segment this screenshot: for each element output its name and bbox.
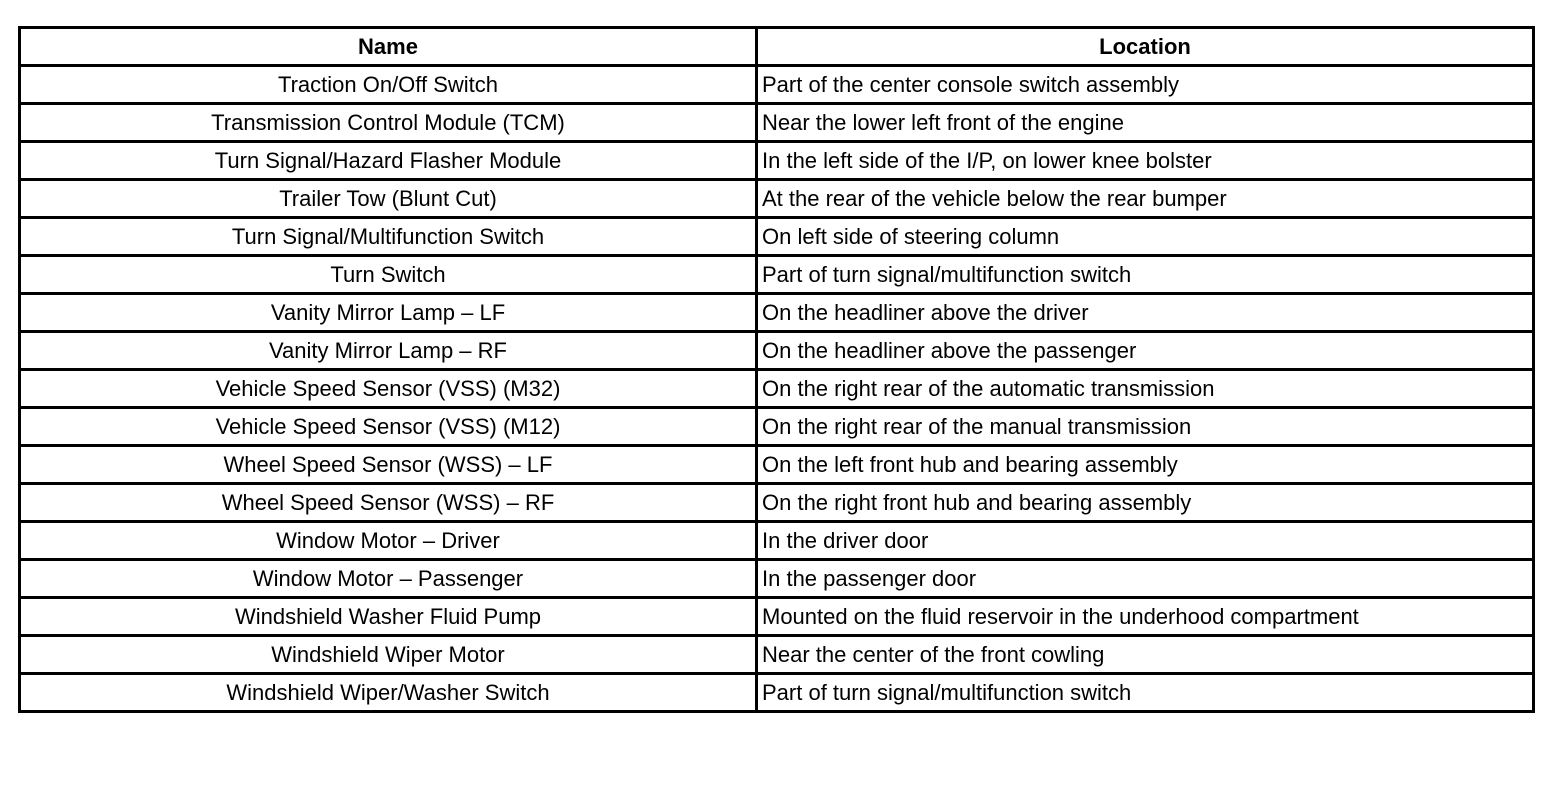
component-location-cell: On the right front hub and bearing assembly [757, 484, 1534, 522]
table-row [20, 484, 1534, 522]
component-location-cell: Part of the center console switch assembly [757, 66, 1534, 104]
component-name-cell: Vanity Mirror Lamp – LF [20, 294, 757, 332]
component-location-cell: At the rear of the vehicle below the rear bumper [757, 180, 1534, 218]
component-name-cell: Vanity Mirror Lamp – RF [20, 332, 757, 370]
component-location-cell: On left side of steering column [757, 218, 1534, 256]
component-name-cell: Windshield Wiper Motor [20, 636, 757, 674]
table-row [20, 104, 1534, 142]
table-row [20, 332, 1534, 370]
table-row [20, 66, 1534, 104]
table-row [20, 142, 1534, 180]
component-location-cell: In the left side of the I/P, on lower knee bolster [757, 142, 1534, 180]
table-row [20, 674, 1534, 712]
component-name-cell: Vehicle Speed Sensor (VSS) (M32) [20, 370, 757, 408]
component-location-cell: On the right rear of the automatic transmission [757, 370, 1534, 408]
component-location-cell: In the passenger door [757, 560, 1534, 598]
component-name-cell: Turn Signal/Hazard Flasher Module [20, 142, 757, 180]
table-row [20, 370, 1534, 408]
column-header-name: Name [20, 28, 757, 66]
component-name-cell: Window Motor – Driver [20, 522, 757, 560]
component-name-cell: Transmission Control Module (TCM) [20, 104, 757, 142]
component-name-cell: Wheel Speed Sensor (WSS) – LF [20, 446, 757, 484]
column-header-location: Location [757, 28, 1534, 66]
table-row [20, 256, 1534, 294]
header-row [20, 28, 1534, 66]
table-row [20, 218, 1534, 256]
component-location-cell: Part of turn signal/multifunction switch [757, 674, 1534, 712]
component-name-cell: Turn Signal/Multifunction Switch [20, 218, 757, 256]
table-row [20, 408, 1534, 446]
component-location-cell: On the headliner above the passenger [757, 332, 1534, 370]
component-location-cell: In the driver door [757, 522, 1534, 560]
component-name-cell: Windshield Wiper/Washer Switch [20, 674, 757, 712]
component-location-table [18, 26, 1535, 713]
component-location-cell: On the right rear of the manual transmission [757, 408, 1534, 446]
component-location-cell: Near the lower left front of the engine [757, 104, 1534, 142]
component-location-cell: On the left front hub and bearing assembly [757, 446, 1534, 484]
component-name-cell: Traction On/Off Switch [20, 66, 757, 104]
table-row [20, 560, 1534, 598]
component-name-cell: Wheel Speed Sensor (WSS) – RF [20, 484, 757, 522]
table-row [20, 294, 1534, 332]
component-name-cell: Trailer Tow (Blunt Cut) [20, 180, 757, 218]
table-row [20, 636, 1534, 674]
component-location-cell: On the headliner above the driver [757, 294, 1534, 332]
component-name-cell: Vehicle Speed Sensor (VSS) (M12) [20, 408, 757, 446]
table-row [20, 446, 1534, 484]
component-name-cell: Turn Switch [20, 256, 757, 294]
table-row [20, 522, 1534, 560]
component-location-cell: Part of turn signal/multifunction switch [757, 256, 1534, 294]
component-location-cell: Near the center of the front cowling [757, 636, 1534, 674]
component-name-cell: Windshield Washer Fluid Pump [20, 598, 757, 636]
component-name-cell: Window Motor – Passenger [20, 560, 757, 598]
table-row [20, 598, 1534, 636]
table-row [20, 180, 1534, 218]
component-location-cell: Mounted on the fluid reservoir in the underhood compartment [757, 598, 1534, 636]
